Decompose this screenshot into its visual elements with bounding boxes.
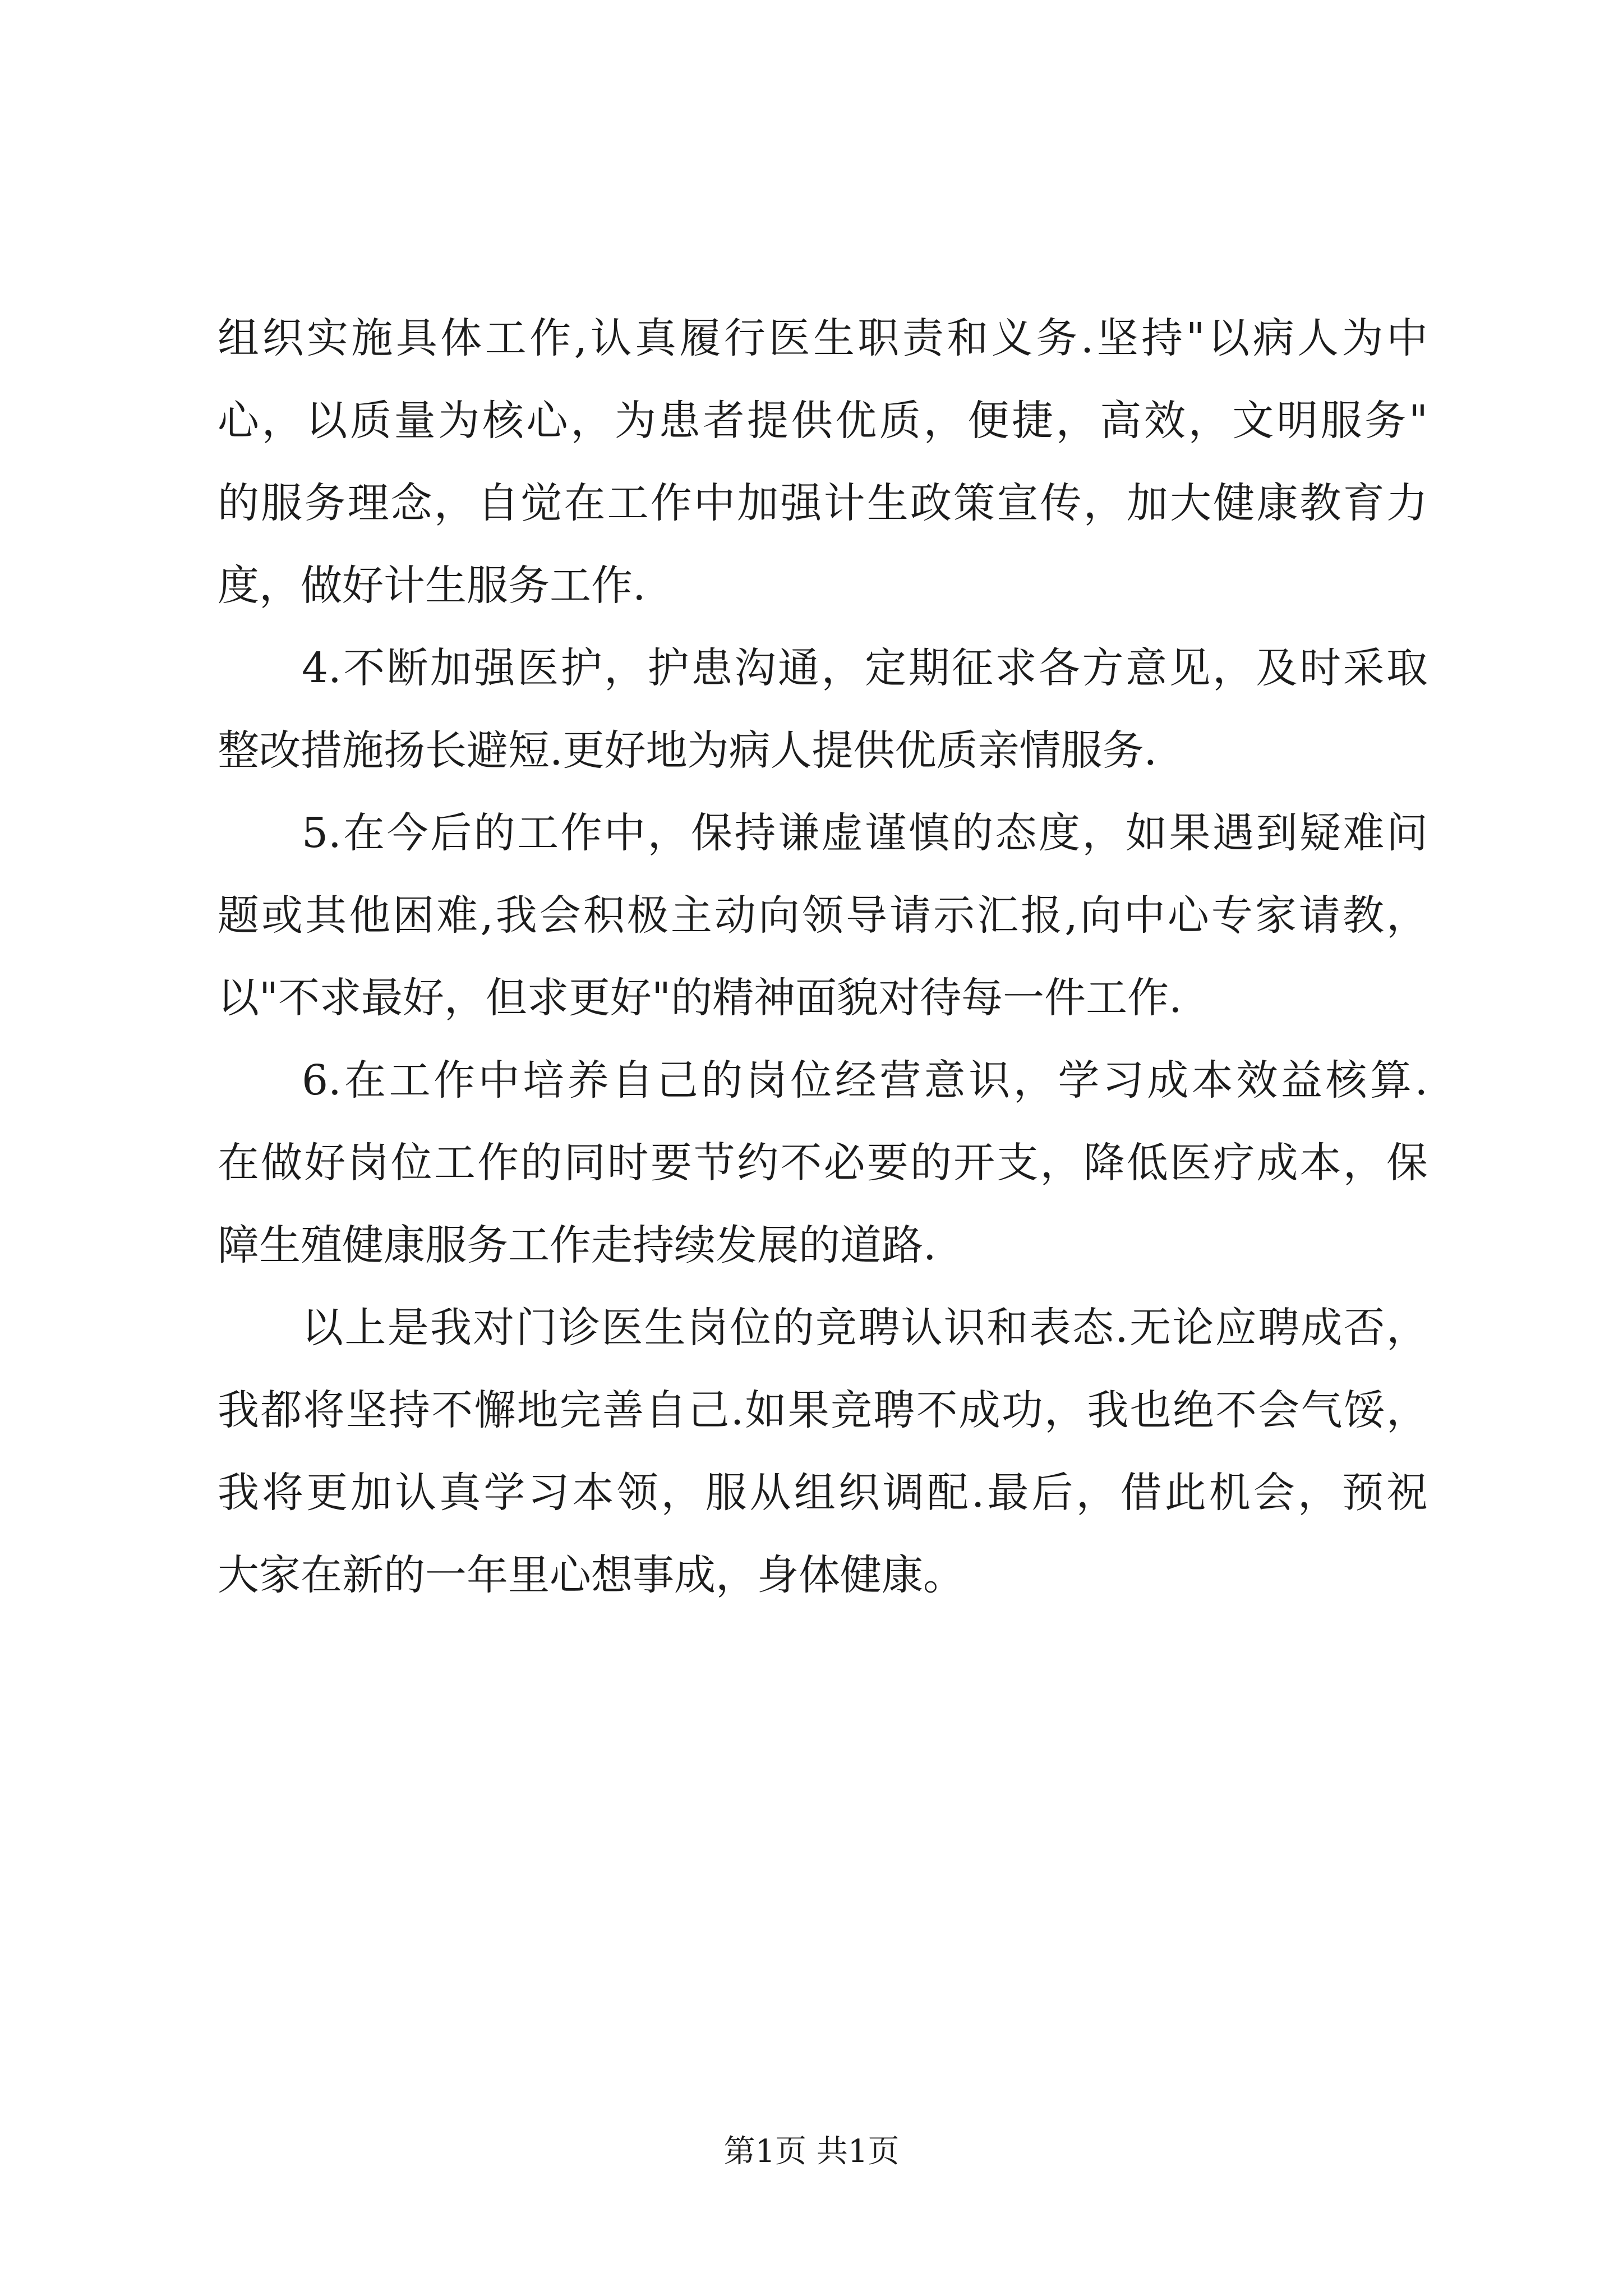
text-line: 题或其他困难,我会积极主动向领导请示汇报,向中心专家请教， [218, 891, 1428, 940]
text-line: 以上是我对门诊医生岗位的竞聘认识和表态.无论应聘成否， [302, 1304, 1428, 1352]
text-line: 的服务理念，自觉在工作中加强计生政策宣传，加大健康教育力 [218, 479, 1428, 527]
text-line: 整改措施扬长避短.更好地为病人提供优质亲情服务. [218, 726, 1158, 775]
text-line: 度，做好计生服务工作. [218, 562, 646, 610]
paragraph [218, 627, 1428, 792]
text-line: 6.在工作中培养自己的岗位经营意识，学习成本效益核算. [302, 1056, 1428, 1105]
paragraph [218, 297, 1428, 627]
text-line: 以"不求最好，但求更好"的精神面貌对待每一件工作. [218, 974, 1182, 1022]
text-line: 组织实施具体工作,认真履行医生职责和义务.坚持"以病人为中 [218, 314, 1428, 362]
document-body [218, 297, 1428, 1617]
text-line: 我都将坚持不懈地完善自己.如果竞聘不成功，我也绝不会气馁， [218, 1386, 1428, 1434]
paragraph [218, 1287, 1428, 1617]
text-line: 障生殖健康服务工作走持续发展的道路. [218, 1221, 937, 1269]
text-line: 大家在新的一年里心想事成，身体健康。 [218, 1551, 965, 1599]
text-line: 4.不断加强医护，护患沟通，定期征求各方意见，及时采取 [302, 644, 1428, 692]
paragraph [218, 792, 1428, 1039]
paragraph [218, 1039, 1428, 1287]
text-line: 5.在今后的工作中，保持谦虚谨慎的态度，如果遇到疑难问 [302, 809, 1428, 857]
text-line: 心，以质量为核心，为患者提供优质，便捷，高效，文明服务" [218, 397, 1428, 445]
text-line: 我将更加认真学习本领，服从组织调配.最后，借此机会，预祝 [218, 1469, 1428, 1517]
text-line: 在做好岗位工作的同时要节约不必要的开支，降低医疗成本，保 [218, 1139, 1428, 1187]
page-footer: 第1页 共1页 [723, 2133, 900, 2170]
